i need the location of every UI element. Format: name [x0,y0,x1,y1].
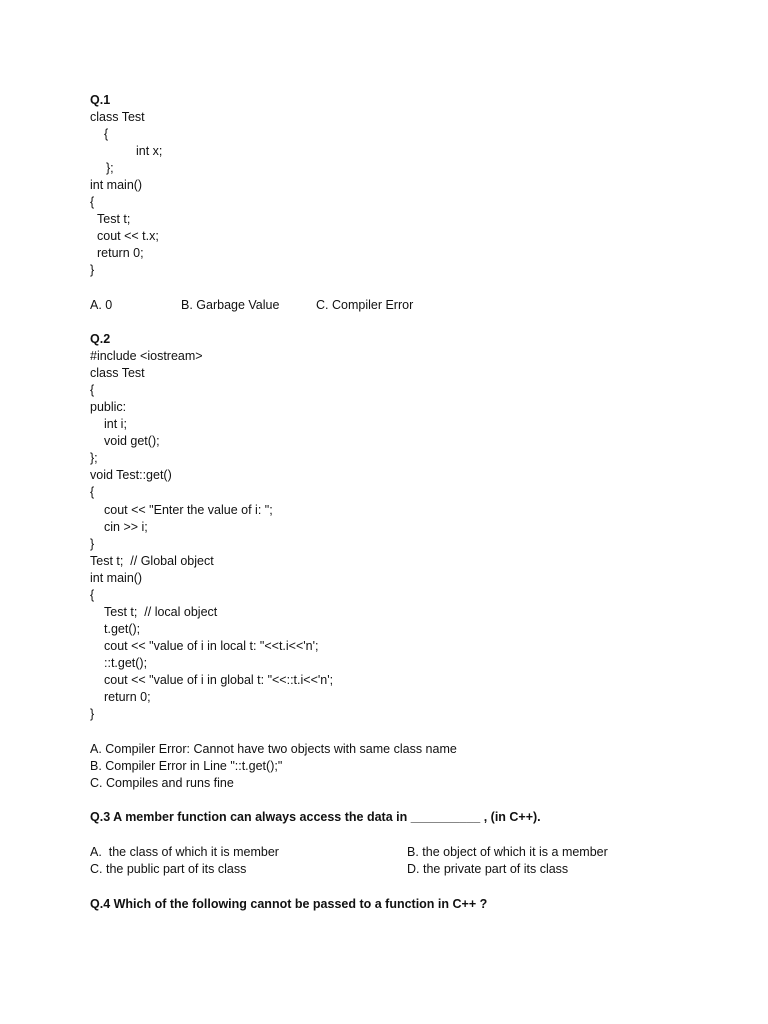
code-line: return 0; [104,690,151,704]
code-line: }; [106,161,114,175]
q4-question: Q.4 Which of the following cannot be passed to a function in C++ ? [90,897,488,911]
code-line: }; [90,451,98,465]
code-line: void get(); [104,434,160,448]
code-line: } [90,263,95,277]
code-line: int i; [104,417,127,431]
code-line: return 0; [97,246,144,260]
code-line: class Test [90,366,145,380]
q2-option-c: C. Compiles and runs fine [90,776,234,790]
code-line: Test t; // Global object [90,554,214,568]
q3-option-b: B. the object of which it is a member [407,845,608,859]
code-line: { [90,588,95,602]
code-line: { [90,195,95,209]
code-line: } [90,537,95,551]
q1-label: Q.1 [90,93,111,107]
q3-option-d: D. the private part of its class [407,862,569,876]
code-line: #include <iostream> [90,349,203,363]
code-line: cout << "value of i in global t: "<<::t.i<<'n'; [104,673,334,687]
code-line: Test t; // local object [104,605,218,619]
code-line: class Test [90,110,145,124]
code-line: ::t.get(); [104,656,148,670]
code-line: void Test::get() [90,468,172,482]
q2-option-a: A. Compiler Error: Cannot have two objects with same class name [90,742,457,756]
q1-option-b: B. Garbage Value [181,298,280,312]
code-line: public: [90,400,127,414]
code-line: int main() [90,571,143,585]
code-line: int x; [136,144,163,158]
code-line: { [104,127,109,141]
q2-label: Q.2 [90,332,111,346]
q3-option-c: C. the public part of its class [90,862,247,876]
code-line: Test t; [97,212,131,226]
code-line: } [90,707,95,721]
q1-option-c: C. Compiler Error [316,298,414,312]
q3-question: Q.3 A member function can always access the data in __________ , (in C++). [90,810,541,824]
code-line: cout << "Enter the value of i: "; [104,503,273,517]
code-line: cout << "value of i in local t: "<<t.i<<'n'; [104,639,319,653]
q1-option-a: A. 0 [90,298,113,312]
q3-option-a: A. the class of which it is member [90,845,279,859]
code-line: { [90,485,95,499]
code-line: t.get(); [104,622,141,636]
q2-option-b: B. Compiler Error in Line "::t.get();" [90,759,283,773]
code-line: int main() [90,178,143,192]
code-line: cout << t.x; [97,229,159,243]
code-line: cin >> i; [104,520,148,534]
code-line: { [90,383,95,397]
